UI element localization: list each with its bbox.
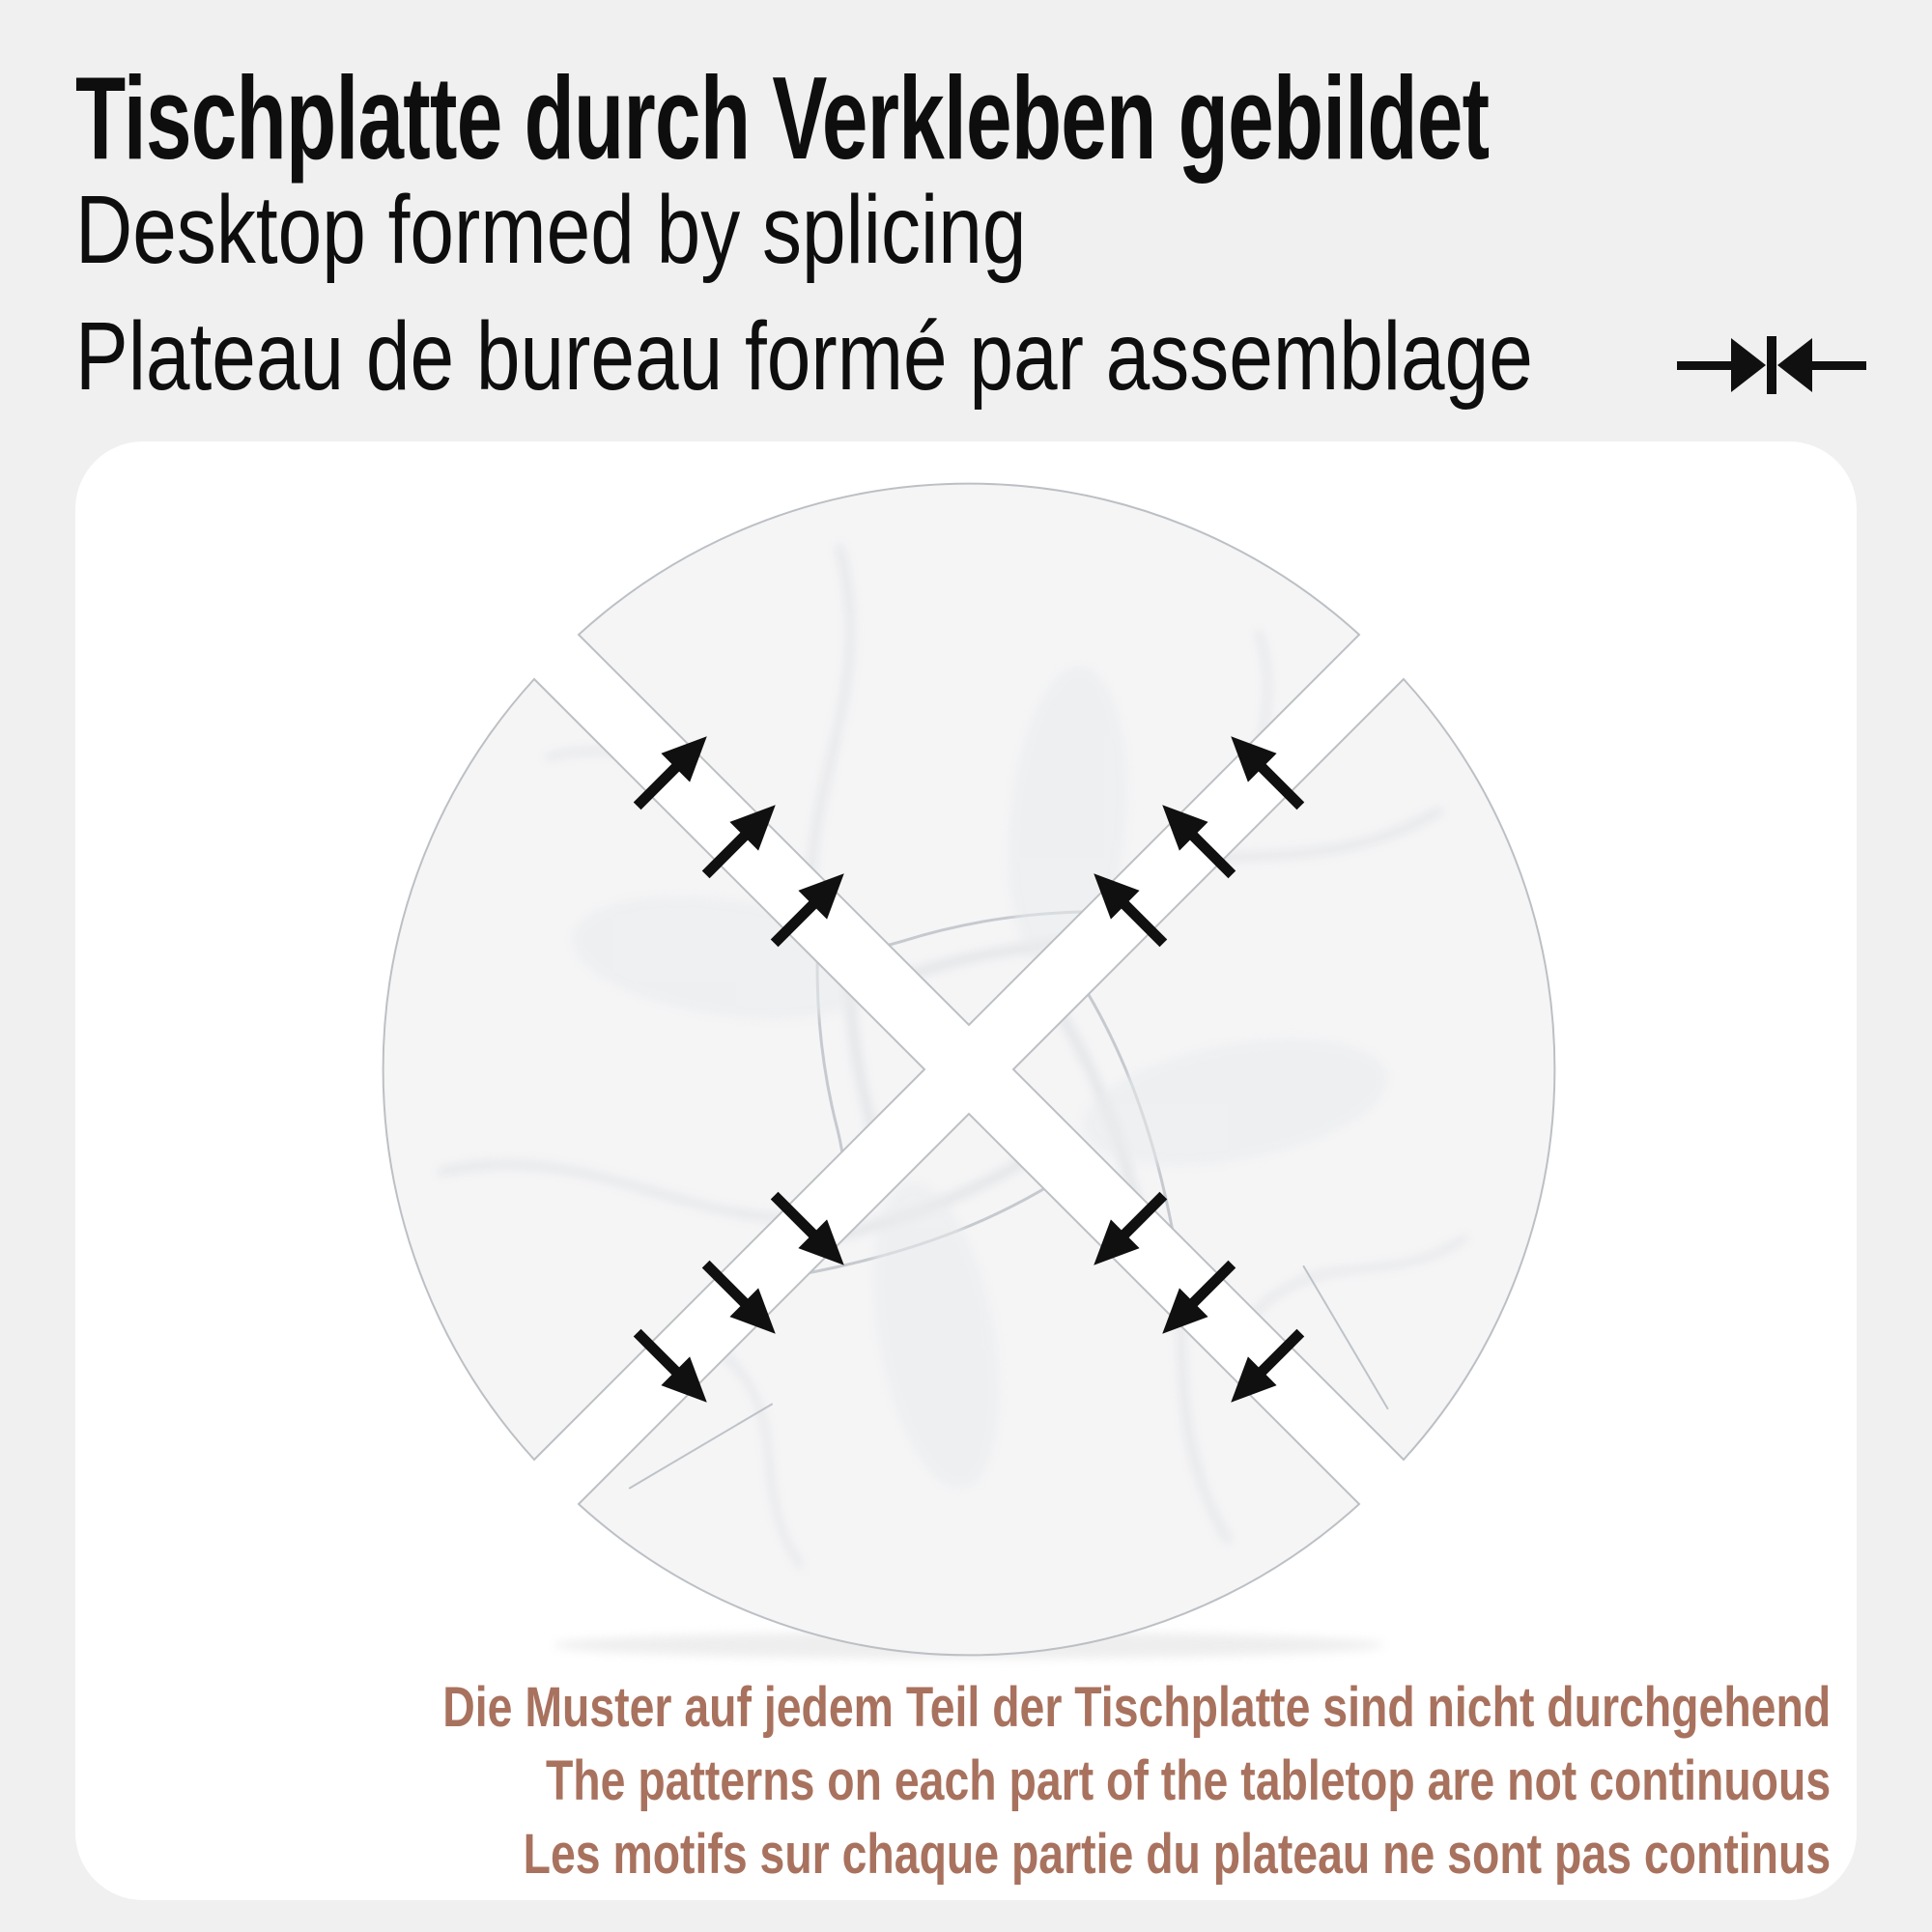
title-german: Tischplatte durch Verkleben gebildet (75, 52, 1490, 184)
arrow-up-right-icon (760, 859, 859, 957)
arrow-down-left-icon (1216, 1319, 1315, 1417)
tabletop-splice-diagram (341, 441, 1597, 1697)
footnote-french: Les motifs sur chaque partie du plateau ne sont pas continus (523, 1823, 1831, 1886)
subtitle-english: Desktop formed by splicing (75, 176, 1027, 284)
arrow-down-left-icon (1148, 1250, 1246, 1349)
arrow-down-right-icon (623, 1319, 722, 1417)
subtitle-french: Plateau de bureau formé par assemblage (75, 302, 1533, 411)
arrow-down-right-icon (692, 1250, 790, 1349)
footnote-english: The patterns on each part of the tabletop are not continuous (545, 1749, 1831, 1812)
arrow-down-left-icon (1079, 1181, 1178, 1280)
arrow-up-right-icon (692, 790, 790, 889)
arrow-down-right-icon (760, 1181, 859, 1280)
footnote-block (442, 1671, 1831, 1891)
arrow-up-left-icon (1079, 859, 1178, 957)
arrow-up-right-icon (623, 722, 722, 820)
footnote-german: Die Muster auf jedem Teil der Tischplatte sind nicht durchgehend (442, 1676, 1831, 1739)
splice-arrows-icon (1677, 334, 1866, 396)
arrow-up-left-icon (1216, 722, 1315, 820)
arrow-up-left-icon (1148, 790, 1246, 889)
